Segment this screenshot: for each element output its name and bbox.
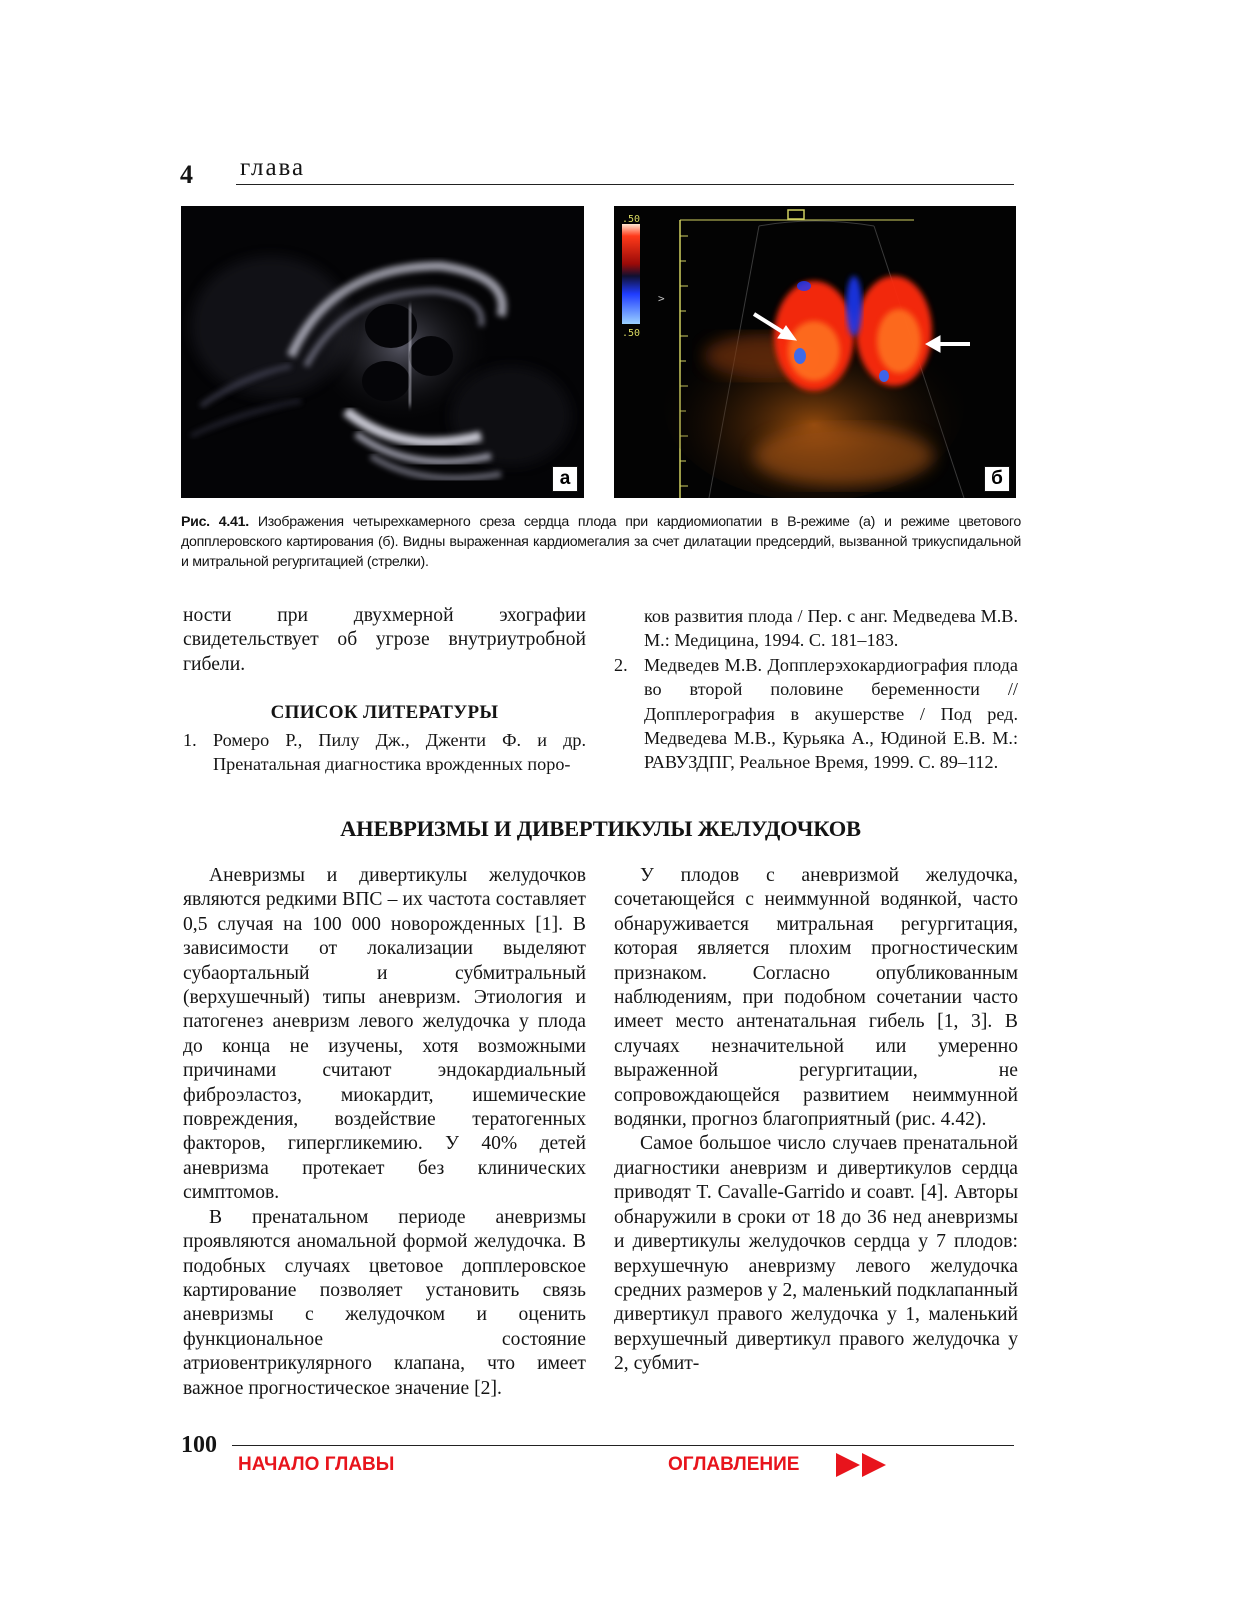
chapter-label: глава [240, 154, 306, 181]
chapter-number: 4 [180, 160, 193, 189]
svg-text:>: > [658, 292, 665, 305]
reference-1 [183, 728, 586, 777]
chapter-start-link[interactable]: НАЧАЛО ГЛАВЫ [238, 1454, 395, 1475]
upper-right-column [614, 604, 1018, 775]
reference-2 [614, 653, 1018, 775]
footer-rule [232, 1445, 1014, 1446]
b-mode-scan-drawing [181, 206, 584, 498]
reference-1-text-start: Ромеро Р., Пилу Дж., Дженти Ф. и др. Пренатальная диагностика врожденных поро- [213, 730, 586, 775]
lower-left-column [183, 864, 586, 1401]
caption-label: Рис. 4.41. [181, 514, 249, 530]
reference-2-text: Медведев М.В. Допплерэхокардиография плода во второй половине беременности // Допплерография в акушерстве / Под ред. Медведева М.В., Курьяка А., Юдиной Е.В. М.: РАВУЗДПГ, Реальное Время, 1999. С. 89–112. [644, 654, 1018, 773]
double-triangle-right-icon[interactable] [834, 1452, 890, 1478]
reference-1-text-end: ков развития плода / Пер. с анг. Медведева М.В. М.: Медицина, 1994. С. 181–183. [644, 606, 1018, 651]
reference-1-continued [614, 604, 1018, 653]
color-scale-top-value: .50 [622, 214, 641, 225]
paragraph-right-1: У плодов с аневризмой желудочка, сочетающейся с неиммунной водянкой, часто обнаруживается митральная регургитация, которая является плохим прогностическим признаком. Согласно опубликованным наблюдениям, при подобном сочетании часто имеет место антенатальная гибель [1, 3]. В случаях незначительной или умеренно выраженной регургитации, не сопровождающейся развитием неиммунной водянки, прогноз благоприятный (рис. 4.42). [614, 865, 1018, 1131]
figure-caption [181, 512, 1021, 572]
ultrasound-image-color-doppler [614, 206, 1016, 498]
panel-label-a: а [552, 466, 578, 492]
paragraph-left-2: В пренатальном периоде аневризмы проявляются аномальной формой желудочка. В подобных случаях цветовое допплеровское картирование позволяет установить связь аневризмы с желудочком и оценить функциональное состояние атриовентрикулярного клапана, что имеет важное прогностическое значение [2]. [183, 1206, 586, 1399]
panel-label-b: б [984, 466, 1010, 492]
reference-1-number: 1. [183, 730, 197, 750]
lower-right-column [614, 864, 1018, 1377]
reference-2-number: 2. [614, 654, 628, 675]
color-scale-bottom-value: .50 [622, 328, 641, 339]
paragraph-left-1: Аневризмы и дивертикулы желудочков являются редкими ВПС – их частота составляет 0,5 случая на 100 000 новорожденных [1]. В зависимости от локализации выделяют субаортальный и субмитральный (верхушечный) типы аневризм. Этиология и патогенез аневризм левого желудочка у плода до конца не изучены, хотя возможными причинами считают эндокардиальный фиброэластоз, миокардит, ишемические повреждения, воздействие тератогенных факторов, гипергликемию. У 40% детей аневризма протекает без клинических симптомов. [183, 865, 586, 1204]
paragraph-right-2: Самое большое число случаев пренатальной диагностики аневризм и дивертикулов сердца приводят T. Cavalle-Garrido и соавт. [4]. Авторы обнаружили в сроки от 18 до 36 нед аневризмы и дивертикулы желудочков сердца у 7 плодов: верхушечную аневризму левого желудочка средних размеров у 2, маленький подклапанный дивертикул правого желудочка у 1, маленький верхушечный дивертикул правого желудочка у 2, субмит- [614, 1133, 1018, 1375]
ultrasound-image-b-mode [181, 206, 584, 498]
page-number: 100 [181, 1432, 217, 1458]
color-doppler-scan-drawing [614, 206, 1016, 498]
section-title: АНЕВРИЗМЫ И ДИВЕРТИКУЛЫ ЖЕЛУДОЧКОВ [340, 816, 861, 841]
table-of-contents-link[interactable]: ОГЛАВЛЕНИЕ [668, 1454, 800, 1475]
bibliography-title: СПИСОК ЛИТЕРАТУРЫ [270, 702, 499, 723]
upper-left-paragraph: ности при двухмерной эхографии свидетельствует об угрозе внутриутробной гибели. [183, 605, 586, 675]
caption-text: Изображения четырехкамерного среза сердца плода при кардиомиопатии в В-режиме (а) и режиме цветового допплеровского картирования (б). Видны выраженная кардиомегалия за счет дилатации предсердий, вызванной трикуспидальной и митральной регургитацией (стрелки). [181, 514, 1021, 570]
header-rule [236, 184, 1014, 185]
